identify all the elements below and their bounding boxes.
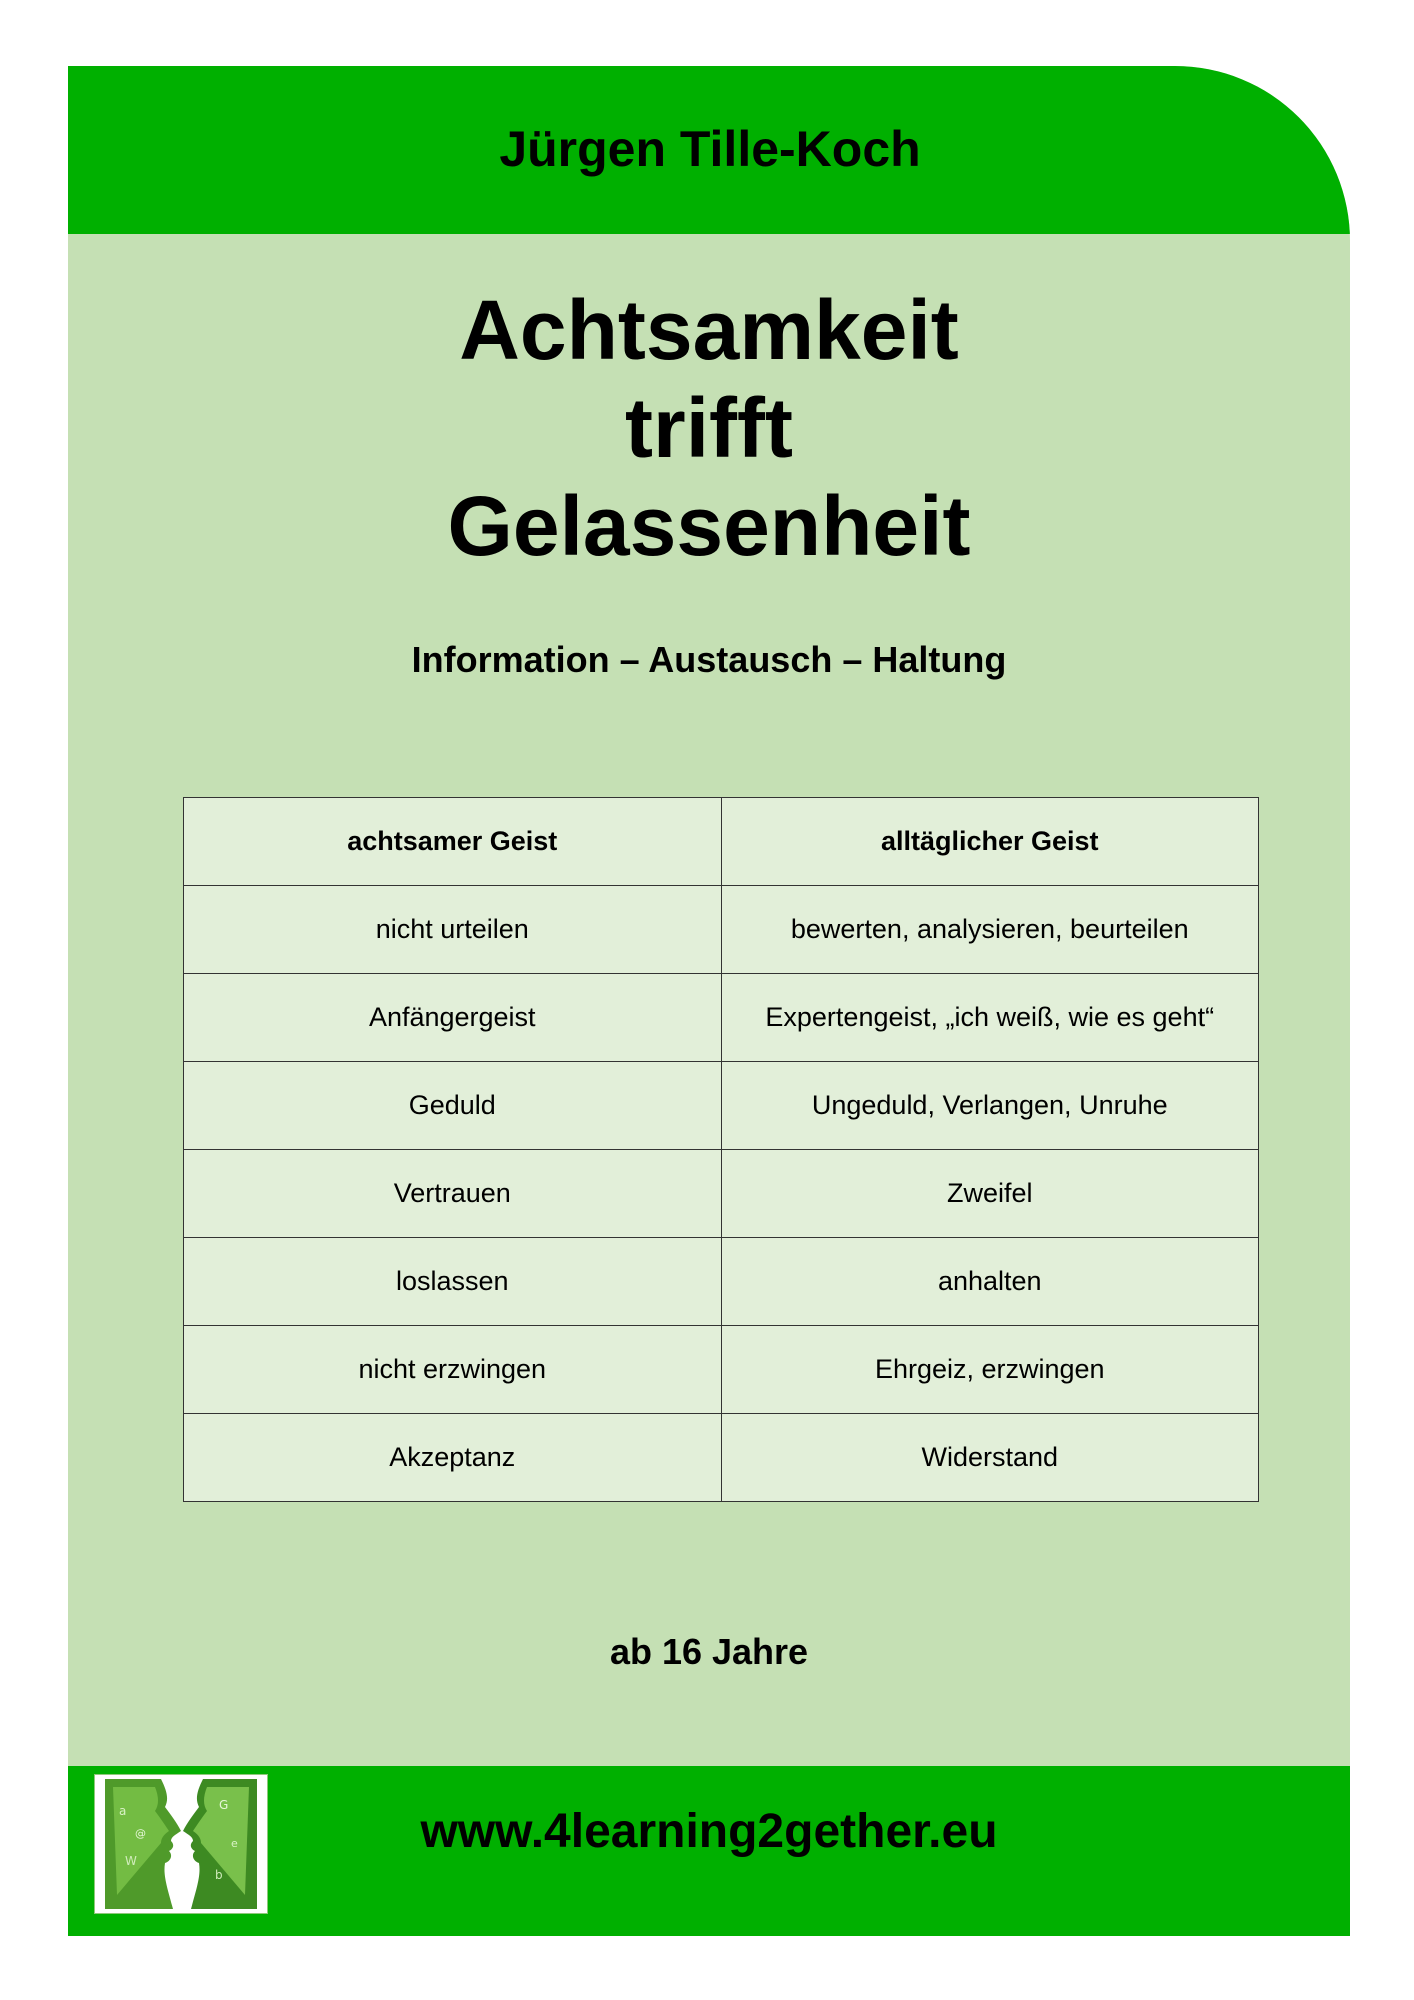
- age-recommendation: ab 16 Jahre: [609, 1631, 809, 1672]
- cover-page: [68, 66, 1350, 1936]
- svg-text:e: e: [231, 1837, 238, 1850]
- table-cell: Anfängergeist: [184, 974, 722, 1062]
- table-row: [184, 974, 1259, 1062]
- footer-band: [68, 1766, 1350, 1936]
- header-band: [68, 66, 1350, 234]
- website-link[interactable]: www.4learning2gether.eu: [420, 1805, 998, 1858]
- table-cell: Ungeduld, Verlangen, Unruhe: [721, 1062, 1259, 1150]
- table-cell: anhalten: [721, 1238, 1259, 1326]
- subtitle: Information – Austausch – Haltung: [411, 639, 1007, 680]
- title-line-3: Gelassenheit: [447, 479, 971, 573]
- column-header-everyday: alltäglicher Geist: [721, 798, 1259, 886]
- table-row: [184, 886, 1259, 974]
- comparison-table: [183, 797, 1259, 1502]
- table-row: [184, 1414, 1259, 1502]
- svg-text:a: a: [119, 1804, 127, 1818]
- svg-text:W: W: [125, 1854, 137, 1868]
- table-cell: Expertengeist, „ich weiß, wie es geht“: [721, 974, 1259, 1062]
- column-header-mindful: achtsamer Geist: [184, 798, 722, 886]
- table-cell: Vertrauen: [184, 1150, 722, 1238]
- author-name: Jürgen Tille-Koch: [499, 121, 921, 177]
- svg-text:b: b: [215, 1868, 223, 1882]
- svg-text:@: @: [135, 1827, 146, 1840]
- table-header-row: [184, 798, 1259, 886]
- table-row: [184, 1150, 1259, 1238]
- table-cell: nicht urteilen: [184, 886, 722, 974]
- title-line-1: Achtsamkeit: [459, 283, 959, 377]
- svg-text:G: G: [219, 1798, 229, 1812]
- table-cell: loslassen: [184, 1238, 722, 1326]
- table-cell: Akzeptanz: [184, 1414, 722, 1502]
- table-cell: Ehrgeiz, erzwingen: [721, 1326, 1259, 1414]
- table-row: [184, 1326, 1259, 1414]
- table-cell: Geduld: [184, 1062, 722, 1150]
- title-line-2: trifft: [625, 381, 793, 475]
- table-cell: bewerten, analysieren, beurteilen: [721, 886, 1259, 974]
- table-cell: Widerstand: [721, 1414, 1259, 1502]
- table-row: [184, 1238, 1259, 1326]
- table-cell: Zweifel: [721, 1150, 1259, 1238]
- table-row: [184, 1062, 1259, 1150]
- page-title: [68, 281, 1350, 575]
- table-cell: nicht erzwingen: [184, 1326, 722, 1414]
